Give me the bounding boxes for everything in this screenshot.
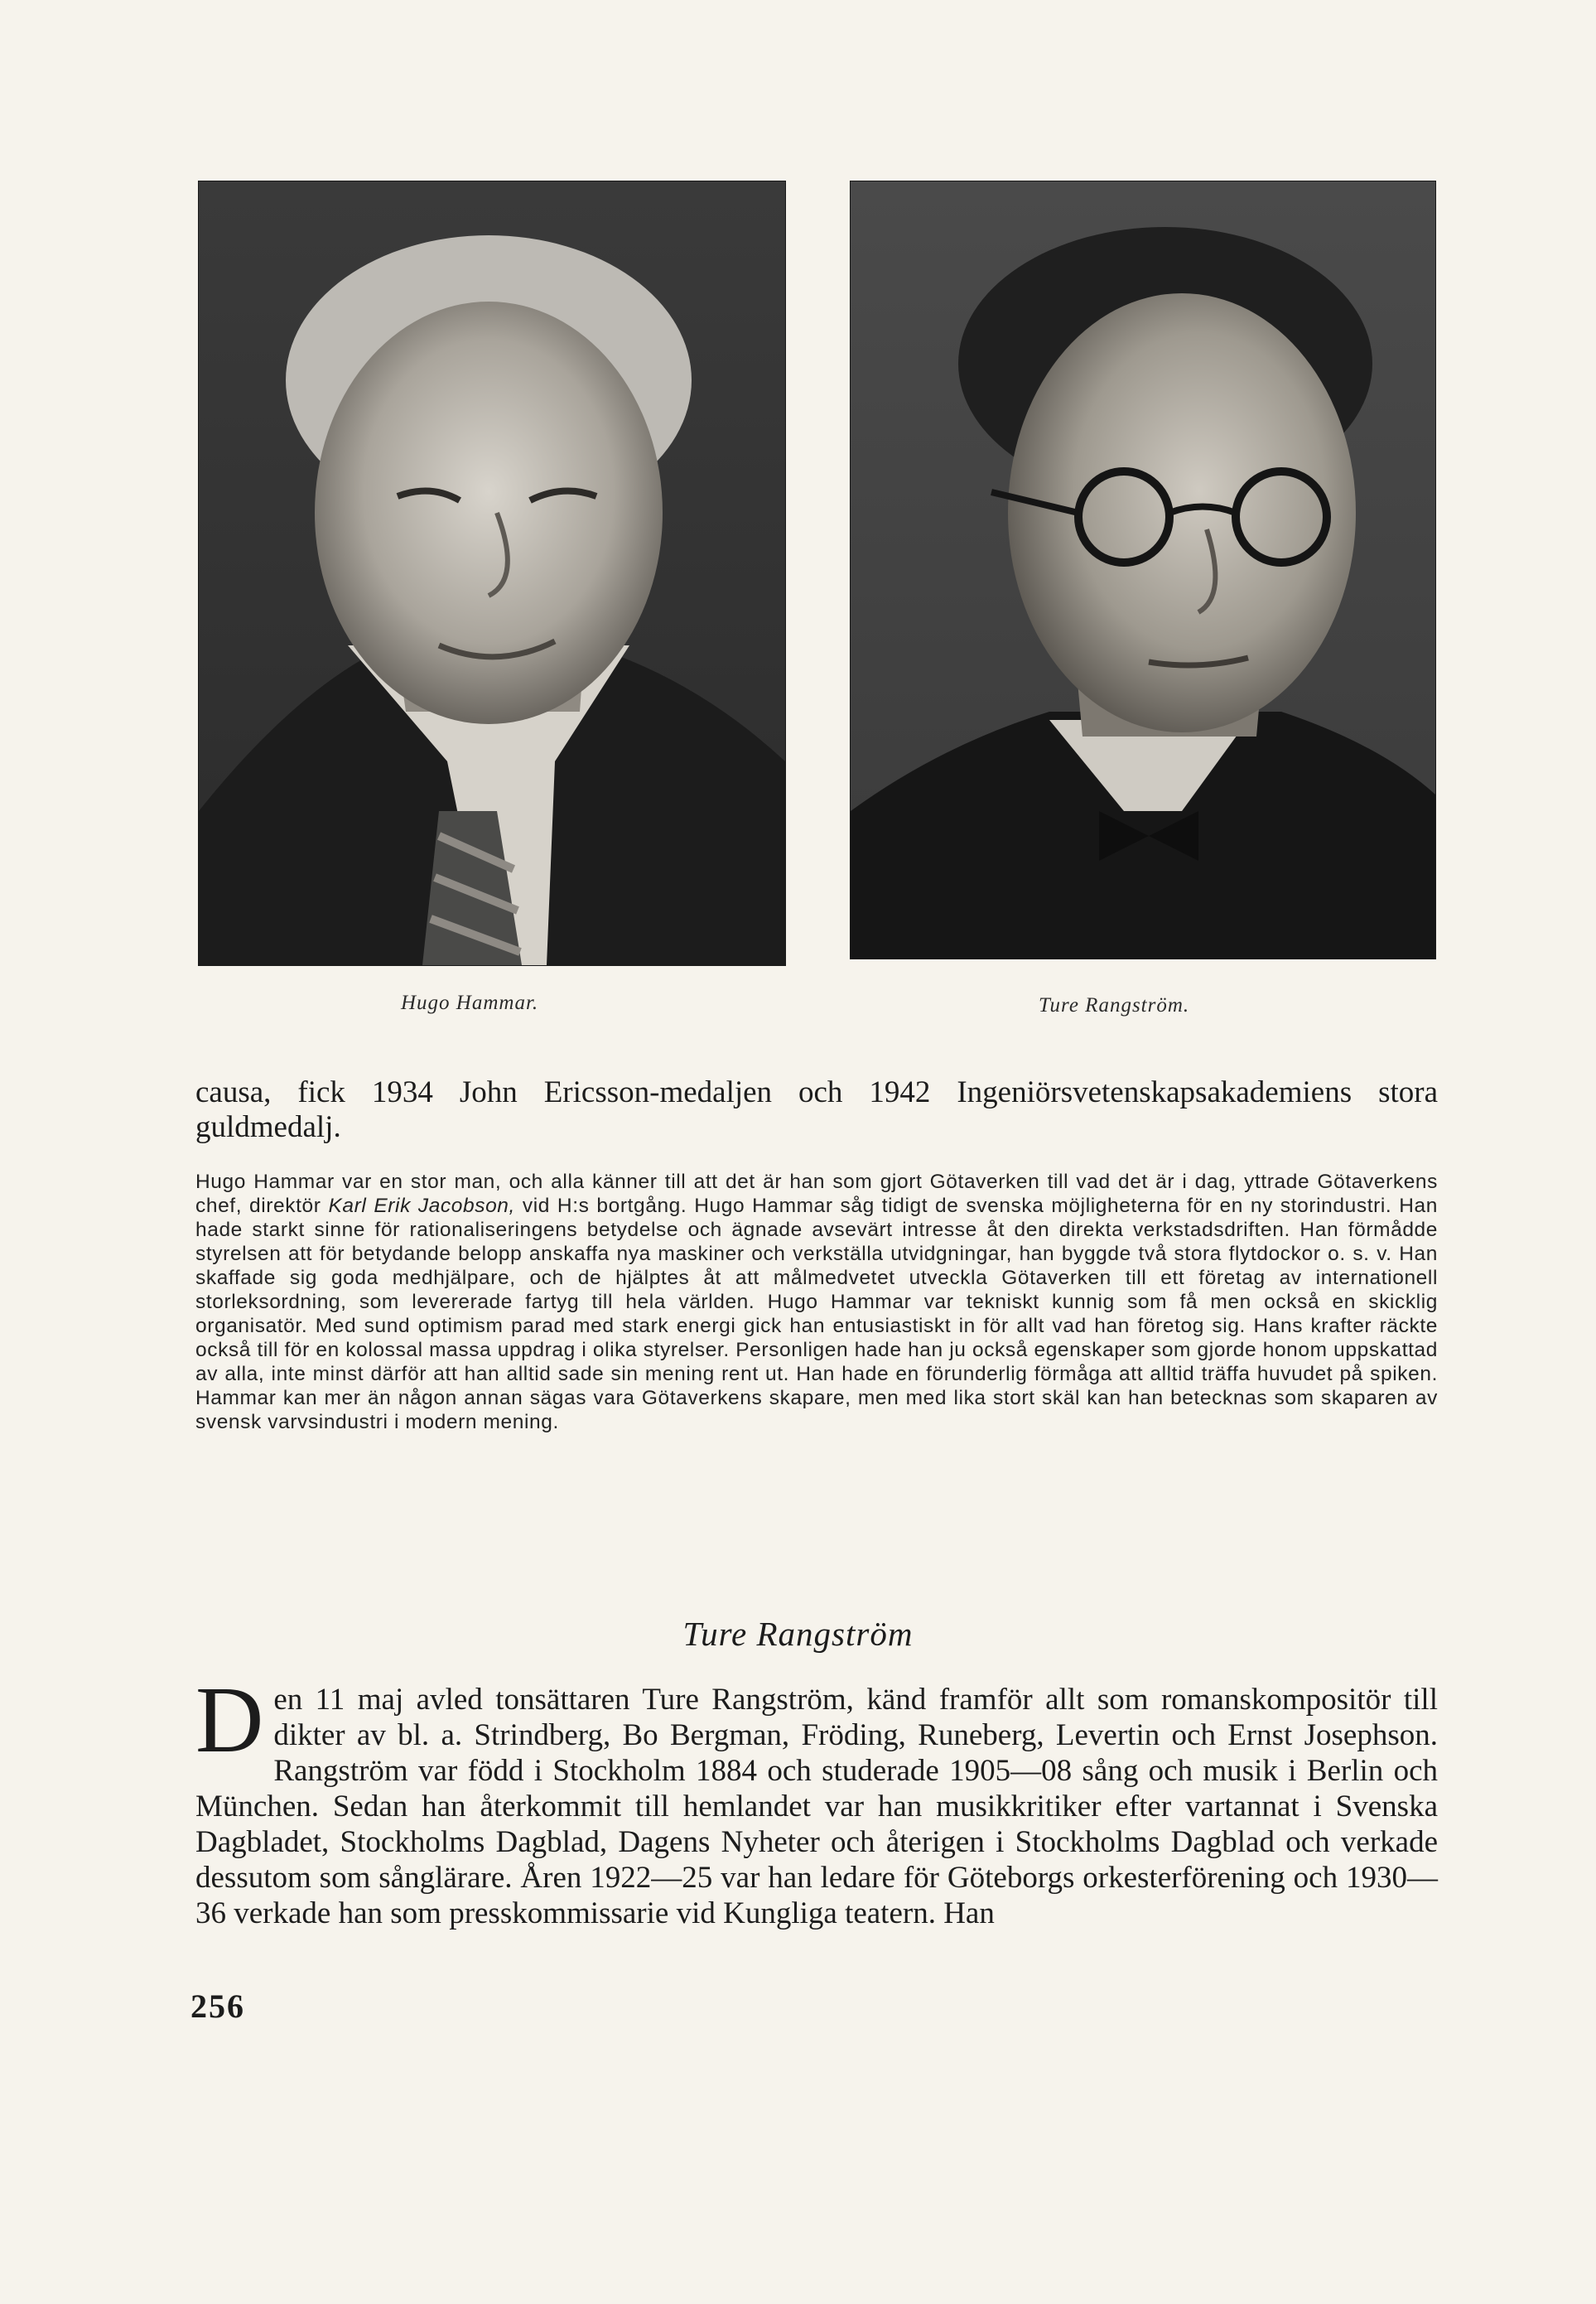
quote-text-part2: vid H:s bortgång. Hugo Hammar såg tidigt de svenska möjligheterna för en ny storindustri. Han hade starkt sinne för rationaliseringens betydelse och ägnade avsevärt intresse åt den direkta verkstadsdriften. Han förmådde styrelsen att för betydande belopp anskaffa nya maskiner och verkställa utvidgningar, han byggde två stora flytdockor o. s. v. Han skaffade sig goda medhjälpare, och de hjälptes åt att målmedvetet utveckla Götaverken till ett företag av internationell storleksordning, som levererade fartyg till hela världen. Hugo Hammar var tekniskt kunnig som få men också en skicklig organisatör. Med sund optimism parad med stark energi gick han entusiastiskt in för allt vad han företog sig. Hans krafter räckte också till för en kolossal massa uppdrag i olika styrelser. Personligen hade han ju också egenskaper som gjorde honom uppskattad av alla, inte minst därför att han alltid sade sin mening rent ut. Han hade en förunderlig förmåga att alltid träffa huvudet på spiken. Hammar kan mer än någon annan sägas vara Götaverkens skapare, men med lika stort skäl kan han betecknas som skaparen av svensk varvsindustri i modern mening. (195, 1195, 1438, 1433)
portrait-image (199, 181, 785, 965)
lead-paragraph: causa, fick 1934 John Ericsson-medaljen och 1942 Ingeniörsvetenskapsakademiens stora guldmedalj. (195, 1075, 1438, 1144)
drop-cap: D (195, 1667, 264, 1772)
quote-text-part1: Hugo Hammar var en stor man, och alla känner till att det är han som gjort Götaverken till vad det är i dag, yttrade Götaverkens chef, direktör (195, 1171, 1438, 1217)
section-body-text: en 11 maj avled tonsättaren Ture Rangström, känd framför allt som romanskompositör till dikter av bl. a. Strindberg, Bo Bergman, Fröding, Runeberg, Levertin och Ernst Josephson. Rangström var född i Stockholm 1884 och studerade 1905—08 sång och musik i Berlin och München. Sedan han återkommit till hemlandet var han musikkritiker efter vartannat i Svenska Dagbladet, Stockholms Dagblad, Dagens Nyheter och återigen i Stockholms Dagblad och verkade dessutom som sånglärare. Åren 1922—25 var han ledare för Göteborgs orkesterförening och 1930—36 verkade han som presskommissarie vid Kungliga teatern. Han (195, 1683, 1438, 1930)
quote-paragraph (195, 1170, 1438, 1434)
portrait-photo-ture-rangstrom (850, 181, 1436, 959)
page-number: 256 (190, 1988, 245, 2025)
portrait-photo-hugo-hammar (198, 181, 786, 966)
portrait-image (851, 181, 1435, 959)
quote-name-italic: Karl Erik Jacobson, (328, 1195, 515, 1217)
photo-caption-ture-rangstrom: Ture Rangström. (1039, 994, 1190, 1017)
section-body (195, 1667, 1438, 1931)
section-title: Ture Rangström (682, 1615, 914, 1653)
photo-caption-hugo-hammar: Hugo Hammar. (401, 992, 539, 1014)
